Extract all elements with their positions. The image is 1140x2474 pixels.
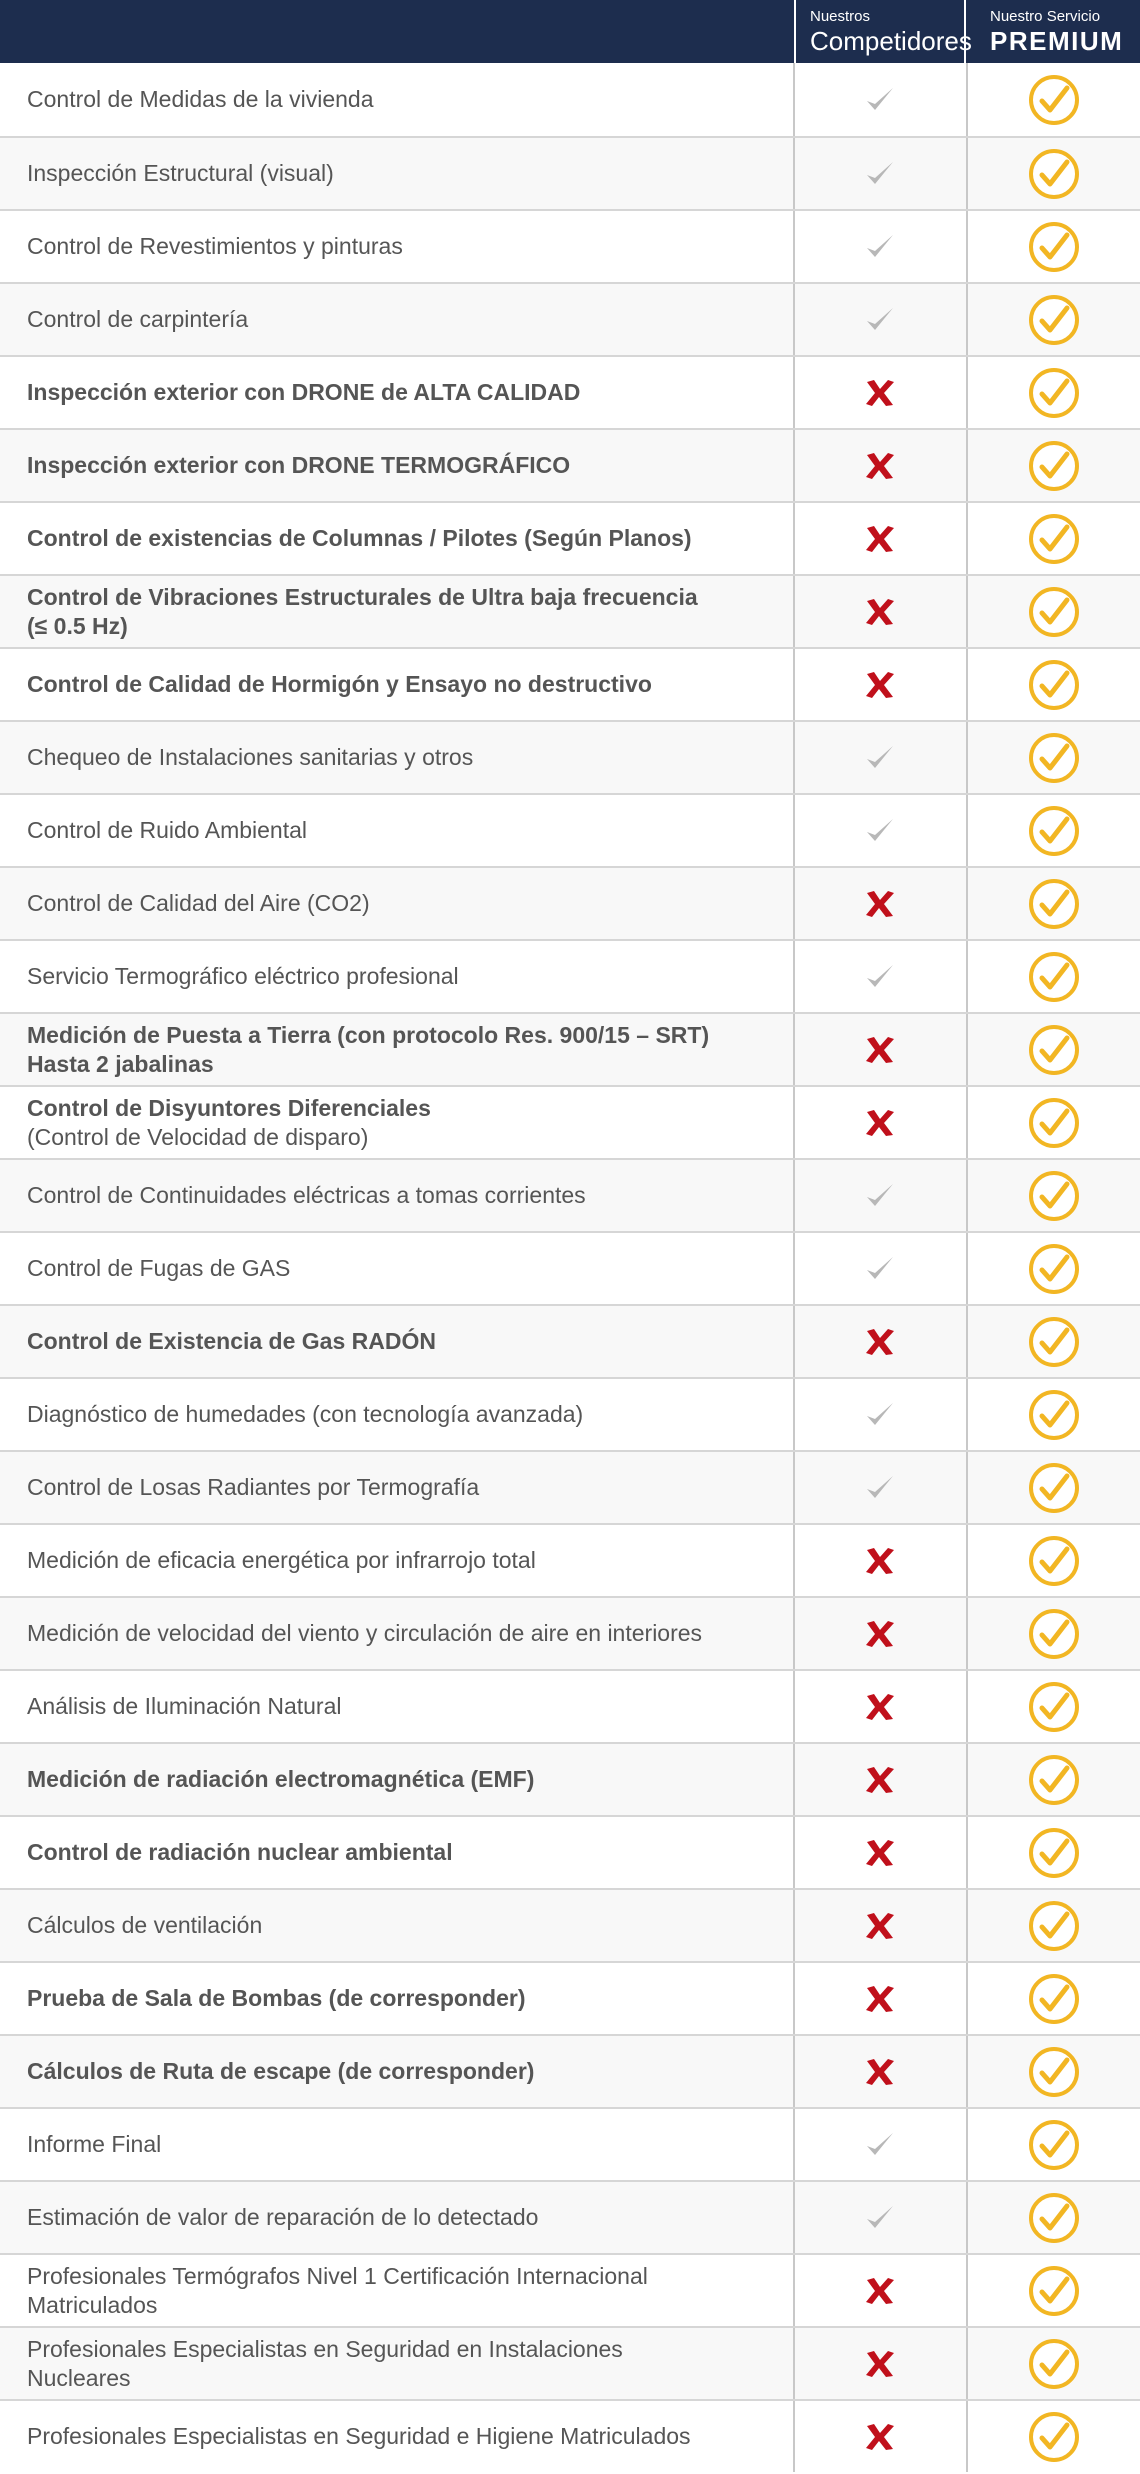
- gold-check-circle-icon: [1027, 2410, 1081, 2464]
- table-header: [0, 0, 1140, 63]
- table-row: [0, 282, 1140, 355]
- table-row: [0, 1961, 1140, 2034]
- premium-cell: [968, 357, 1140, 428]
- premium-cell: [968, 2182, 1140, 2253]
- feature-label: Servicio Termográfico eléctrico profesional: [27, 963, 459, 989]
- premium-cell: [968, 1160, 1140, 1231]
- cross-icon: [864, 378, 896, 408]
- table-row: [0, 136, 1140, 209]
- feature-label: Análisis de Iluminación Natural: [27, 1693, 342, 1719]
- premium-cell: [968, 1525, 1140, 1596]
- competitors-cell: [793, 138, 969, 209]
- table-row: [0, 63, 1140, 136]
- header-premium-big: PREMIUM: [990, 26, 1124, 56]
- premium-cell: [968, 1890, 1140, 1961]
- premium-cell: [968, 138, 1140, 209]
- premium-cell: [968, 576, 1140, 647]
- feature-label: Control de Calidad de Hormigón y Ensayo no destructivo: [27, 671, 652, 697]
- competitors-cell: [793, 576, 969, 647]
- feature-label: Diagnóstico de humedades (con tecnología avanzada): [27, 1401, 584, 1427]
- feature-label: Control de existencias de Columnas / Pilotes (Según Planos): [27, 525, 692, 551]
- feature-label-line2: Nucleares: [27, 2364, 131, 2391]
- header-competitors-small: Nuestros: [810, 8, 871, 25]
- feature-cell: [0, 1160, 793, 1231]
- competitors-cell: [793, 430, 969, 501]
- feature-label: Control de Disyuntores Diferenciales: [27, 1094, 431, 1121]
- feature-label: Medición de velocidad del viento y circulación de aire en interiores: [27, 1620, 703, 1646]
- feature-cell: [0, 357, 793, 428]
- gold-check-circle-icon: [1027, 2191, 1081, 2245]
- cross-icon: [864, 1984, 896, 2014]
- check-icon: [863, 1471, 897, 1505]
- table-row: [0, 647, 1140, 720]
- premium-cell: [968, 1014, 1140, 1085]
- premium-cell: [968, 1452, 1140, 1523]
- gold-check-circle-icon: [1027, 2264, 1081, 2318]
- gold-check-circle-icon: [1027, 293, 1081, 347]
- competitors-cell: [793, 649, 969, 720]
- gold-check-circle-icon: [1027, 2337, 1081, 2391]
- premium-cell: [968, 503, 1140, 574]
- competitors-cell: [793, 1379, 969, 1450]
- table-row: [0, 1815, 1140, 1888]
- table-row: [0, 1523, 1140, 1596]
- premium-cell: [968, 430, 1140, 501]
- premium-cell: [968, 1817, 1140, 1888]
- table-row: [0, 2034, 1140, 2107]
- check-icon: [863, 303, 897, 337]
- feature-cell: [0, 2109, 793, 2180]
- premium-cell: [968, 2255, 1140, 2326]
- gold-check-circle-icon: [1027, 512, 1081, 566]
- competitors-cell: [793, 284, 969, 355]
- table-row: [0, 2253, 1140, 2326]
- cross-icon: [864, 2349, 896, 2379]
- table-row: [0, 1669, 1140, 1742]
- gold-check-circle-icon: [1027, 658, 1081, 712]
- premium-cell: [968, 284, 1140, 355]
- feature-cell: [0, 1452, 793, 1523]
- competitors-cell: [793, 2182, 969, 2253]
- table-row: [0, 1304, 1140, 1377]
- competitors-cell: [793, 868, 969, 939]
- feature-label-line2: (≤ 0.5 Hz): [27, 612, 128, 639]
- premium-cell: [968, 795, 1140, 866]
- gold-check-circle-icon: [1027, 147, 1081, 201]
- premium-cell: [968, 649, 1140, 720]
- feature-label: Medición de radiación electromagnética (EMF): [27, 1766, 535, 1792]
- competitors-cell: [793, 1598, 969, 1669]
- competitors-cell: [793, 1160, 969, 1231]
- table-row: [0, 1888, 1140, 1961]
- table-row: [0, 1231, 1140, 1304]
- feature-cell: [0, 2255, 793, 2326]
- feature-label: Estimación de valor de reparación de lo detectado: [27, 2204, 539, 2230]
- feature-label: Control de Ruido Ambiental: [27, 817, 307, 843]
- table-row: [0, 1450, 1140, 1523]
- cross-icon: [864, 1619, 896, 1649]
- premium-cell: [968, 2401, 1140, 2472]
- feature-label: Prueba de Sala de Bombas (de corresponder): [27, 1985, 526, 2011]
- gold-check-circle-icon: [1027, 1534, 1081, 1588]
- check-icon: [863, 741, 897, 775]
- premium-cell: [968, 722, 1140, 793]
- cross-icon: [864, 1035, 896, 1065]
- feature-label: Inspección Estructural (visual): [27, 160, 334, 186]
- feature-cell: [0, 868, 793, 939]
- table-row: [0, 2399, 1140, 2472]
- cross-icon: [864, 1327, 896, 1357]
- premium-cell: [968, 1598, 1140, 1669]
- competitors-cell: [793, 1452, 969, 1523]
- feature-label: Medición de eficacia energética por infrarrojo total: [27, 1547, 536, 1573]
- feature-cell: [0, 1233, 793, 1304]
- cross-icon: [864, 2276, 896, 2306]
- table-row: [0, 2180, 1140, 2253]
- gold-check-circle-icon: [1027, 1826, 1081, 1880]
- competitors-cell: [793, 2401, 969, 2472]
- check-icon: [863, 1398, 897, 1432]
- competitors-cell: [793, 2328, 969, 2399]
- feature-label: Cálculos de ventilación: [27, 1912, 263, 1938]
- gold-check-circle-icon: [1027, 2118, 1081, 2172]
- table-row: [0, 209, 1140, 282]
- cross-icon: [864, 1911, 896, 1941]
- cross-icon: [864, 670, 896, 700]
- premium-cell: [968, 2036, 1140, 2107]
- feature-cell: [0, 1525, 793, 1596]
- feature-label-line2: Hasta 2 jabalinas: [27, 1050, 214, 1077]
- feature-cell: [0, 2401, 793, 2472]
- feature-label: Control de radiación nuclear ambiental: [27, 1839, 453, 1865]
- feature-label: Control de Continuidades eléctricas a tomas corrientes: [27, 1182, 586, 1208]
- table-body: [0, 63, 1140, 2472]
- competitors-cell: [793, 2255, 969, 2326]
- feature-cell: [0, 2328, 793, 2399]
- competitors-cell: [793, 1744, 969, 1815]
- cross-icon: [864, 524, 896, 554]
- competitors-cell: [793, 63, 969, 136]
- feature-cell: [0, 576, 793, 647]
- header-premium-small: Nuestro Servicio: [990, 8, 1101, 25]
- premium-cell: [968, 1744, 1140, 1815]
- feature-label: Medición de Puesta a Tierra (con protocolo Res. 900/15 – SRT): [27, 1021, 710, 1048]
- check-icon: [863, 960, 897, 994]
- cross-icon: [864, 1765, 896, 1795]
- competitors-cell: [793, 1233, 969, 1304]
- competitors-cell: [793, 503, 969, 574]
- cross-icon: [864, 889, 896, 919]
- gold-check-circle-icon: [1027, 877, 1081, 931]
- competitors-cell: [793, 2109, 969, 2180]
- feature-cell: [0, 2036, 793, 2107]
- feature-cell: [0, 1087, 793, 1158]
- gold-check-circle-icon: [1027, 950, 1081, 1004]
- cross-icon: [864, 451, 896, 481]
- table-row: [0, 355, 1140, 428]
- check-icon: [863, 230, 897, 264]
- table-row: [0, 939, 1140, 1012]
- table-row: [0, 1742, 1140, 1815]
- gold-check-circle-icon: [1027, 1169, 1081, 1223]
- feature-cell: [0, 1744, 793, 1815]
- competitors-cell: [793, 1963, 969, 2034]
- check-icon: [863, 2128, 897, 2162]
- table-row: [0, 866, 1140, 939]
- premium-cell: [968, 1963, 1140, 2034]
- feature-cell: [0, 941, 793, 1012]
- cross-icon: [864, 1546, 896, 1576]
- check-icon: [863, 1179, 897, 1213]
- table-row: [0, 1085, 1140, 1158]
- check-icon: [863, 157, 897, 191]
- table-row: [0, 1596, 1140, 1669]
- gold-check-circle-icon: [1027, 73, 1081, 127]
- feature-cell: [0, 2182, 793, 2253]
- feature-label: Inspección exterior con DRONE de ALTA CALIDAD: [27, 379, 581, 405]
- table-row: [0, 428, 1140, 501]
- table-row: [0, 2326, 1140, 2399]
- feature-cell: [0, 1014, 793, 1085]
- feature-label: Profesionales Especialistas en Seguridad en Instalaciones: [27, 2335, 623, 2362]
- feature-cell: [0, 430, 793, 501]
- cross-icon: [864, 2057, 896, 2087]
- feature-cell: [0, 284, 793, 355]
- feature-label: Profesionales Especialistas en Seguridad e Higiene Matriculados: [27, 2423, 691, 2449]
- gold-check-circle-icon: [1027, 220, 1081, 274]
- feature-label: Control de Losas Radiantes por Termografía: [27, 1474, 480, 1500]
- feature-cell: [0, 1817, 793, 1888]
- feature-label: Control de Fugas de GAS: [27, 1255, 291, 1281]
- premium-cell: [968, 1671, 1140, 1742]
- gold-check-circle-icon: [1027, 1899, 1081, 1953]
- gold-check-circle-icon: [1027, 1315, 1081, 1369]
- feature-cell: [0, 138, 793, 209]
- feature-label: Inspección exterior con DRONE TERMOGRÁFICO: [27, 452, 571, 478]
- table-row: [0, 1158, 1140, 1231]
- cross-icon: [864, 1838, 896, 1868]
- gold-check-circle-icon: [1027, 804, 1081, 858]
- cross-icon: [864, 1108, 896, 1138]
- feature-label-line2: Matriculados: [27, 2291, 158, 2318]
- premium-cell: [968, 941, 1140, 1012]
- feature-cell: [0, 1379, 793, 1450]
- feature-label: Control de Revestimientos y pinturas: [27, 233, 403, 259]
- feature-cell: [0, 795, 793, 866]
- competitors-cell: [793, 1306, 969, 1377]
- competitors-cell: [793, 1671, 969, 1742]
- feature-label: Control de Medidas de la vivienda: [27, 86, 374, 112]
- gold-check-circle-icon: [1027, 731, 1081, 785]
- feature-label: Informe Final: [27, 2131, 162, 2157]
- check-icon: [863, 2201, 897, 2235]
- competitors-cell: [793, 722, 969, 793]
- feature-label: Control de Calidad del Aire (CO2): [27, 890, 370, 916]
- header-competitors: [794, 0, 972, 63]
- table-row: [0, 793, 1140, 866]
- cross-icon: [864, 1692, 896, 1722]
- header-premium: [966, 0, 1138, 63]
- premium-cell: [968, 1379, 1140, 1450]
- gold-check-circle-icon: [1027, 1680, 1081, 1734]
- gold-check-circle-icon: [1027, 2045, 1081, 2099]
- premium-cell: [968, 211, 1140, 282]
- feature-cell: [0, 1963, 793, 2034]
- header-competitors-big: Competidores: [810, 26, 972, 56]
- gold-check-circle-icon: [1027, 439, 1081, 493]
- competitors-cell: [793, 211, 969, 282]
- gold-check-circle-icon: [1027, 1972, 1081, 2026]
- table-row: [0, 1012, 1140, 1085]
- feature-cell: [0, 1598, 793, 1669]
- gold-check-circle-icon: [1027, 1242, 1081, 1296]
- competitors-cell: [793, 1890, 969, 1961]
- table-row: [0, 2107, 1140, 2180]
- cross-icon: [864, 597, 896, 627]
- gold-check-circle-icon: [1027, 1461, 1081, 1515]
- competitors-cell: [793, 941, 969, 1012]
- gold-check-circle-icon: [1027, 366, 1081, 420]
- feature-label: Profesionales Termógrafos Nivel 1 Certificación Internacional: [27, 2262, 648, 2289]
- feature-label: Control de Existencia de Gas RADÓN: [27, 1328, 436, 1354]
- check-icon: [863, 814, 897, 848]
- table-row: [0, 574, 1140, 647]
- premium-cell: [968, 2109, 1140, 2180]
- premium-cell: [968, 1233, 1140, 1304]
- feature-label: Control de carpintería: [27, 306, 249, 332]
- feature-cell: [0, 63, 793, 136]
- gold-check-circle-icon: [1027, 1023, 1081, 1077]
- table-row: [0, 501, 1140, 574]
- competitors-cell: [793, 1087, 969, 1158]
- feature-label: Control de Vibraciones Estructurales de Ultra baja frecuencia: [27, 583, 698, 610]
- cross-icon: [864, 2422, 896, 2452]
- table-row: [0, 1377, 1140, 1450]
- check-icon: [863, 83, 897, 117]
- feature-label: Cálculos de Ruta de escape (de corresponder): [27, 2058, 535, 2084]
- competitors-cell: [793, 357, 969, 428]
- gold-check-circle-icon: [1027, 1096, 1081, 1150]
- competitors-cell: [793, 1817, 969, 1888]
- feature-cell: [0, 1671, 793, 1742]
- competitors-cell: [793, 1525, 969, 1596]
- feature-label: Chequeo de Instalaciones sanitarias y otros: [27, 744, 474, 770]
- gold-check-circle-icon: [1027, 1753, 1081, 1807]
- gold-check-circle-icon: [1027, 1607, 1081, 1661]
- gold-check-circle-icon: [1027, 1388, 1081, 1442]
- premium-cell: [968, 868, 1140, 939]
- premium-cell: [968, 1087, 1140, 1158]
- competitors-cell: [793, 2036, 969, 2107]
- competitors-cell: [793, 795, 969, 866]
- header-feature-column: [0, 0, 794, 63]
- premium-cell: [968, 63, 1140, 136]
- feature-label-line2: (Control de Velocidad de disparo): [27, 1123, 369, 1150]
- table-row: [0, 720, 1140, 793]
- feature-cell: [0, 211, 793, 282]
- feature-cell: [0, 1306, 793, 1377]
- feature-cell: [0, 503, 793, 574]
- premium-cell: [968, 1306, 1140, 1377]
- check-icon: [863, 1252, 897, 1286]
- feature-cell: [0, 722, 793, 793]
- feature-cell: [0, 649, 793, 720]
- gold-check-circle-icon: [1027, 585, 1081, 639]
- competitors-cell: [793, 1014, 969, 1085]
- premium-cell: [968, 2328, 1140, 2399]
- feature-cell: [0, 1890, 793, 1961]
